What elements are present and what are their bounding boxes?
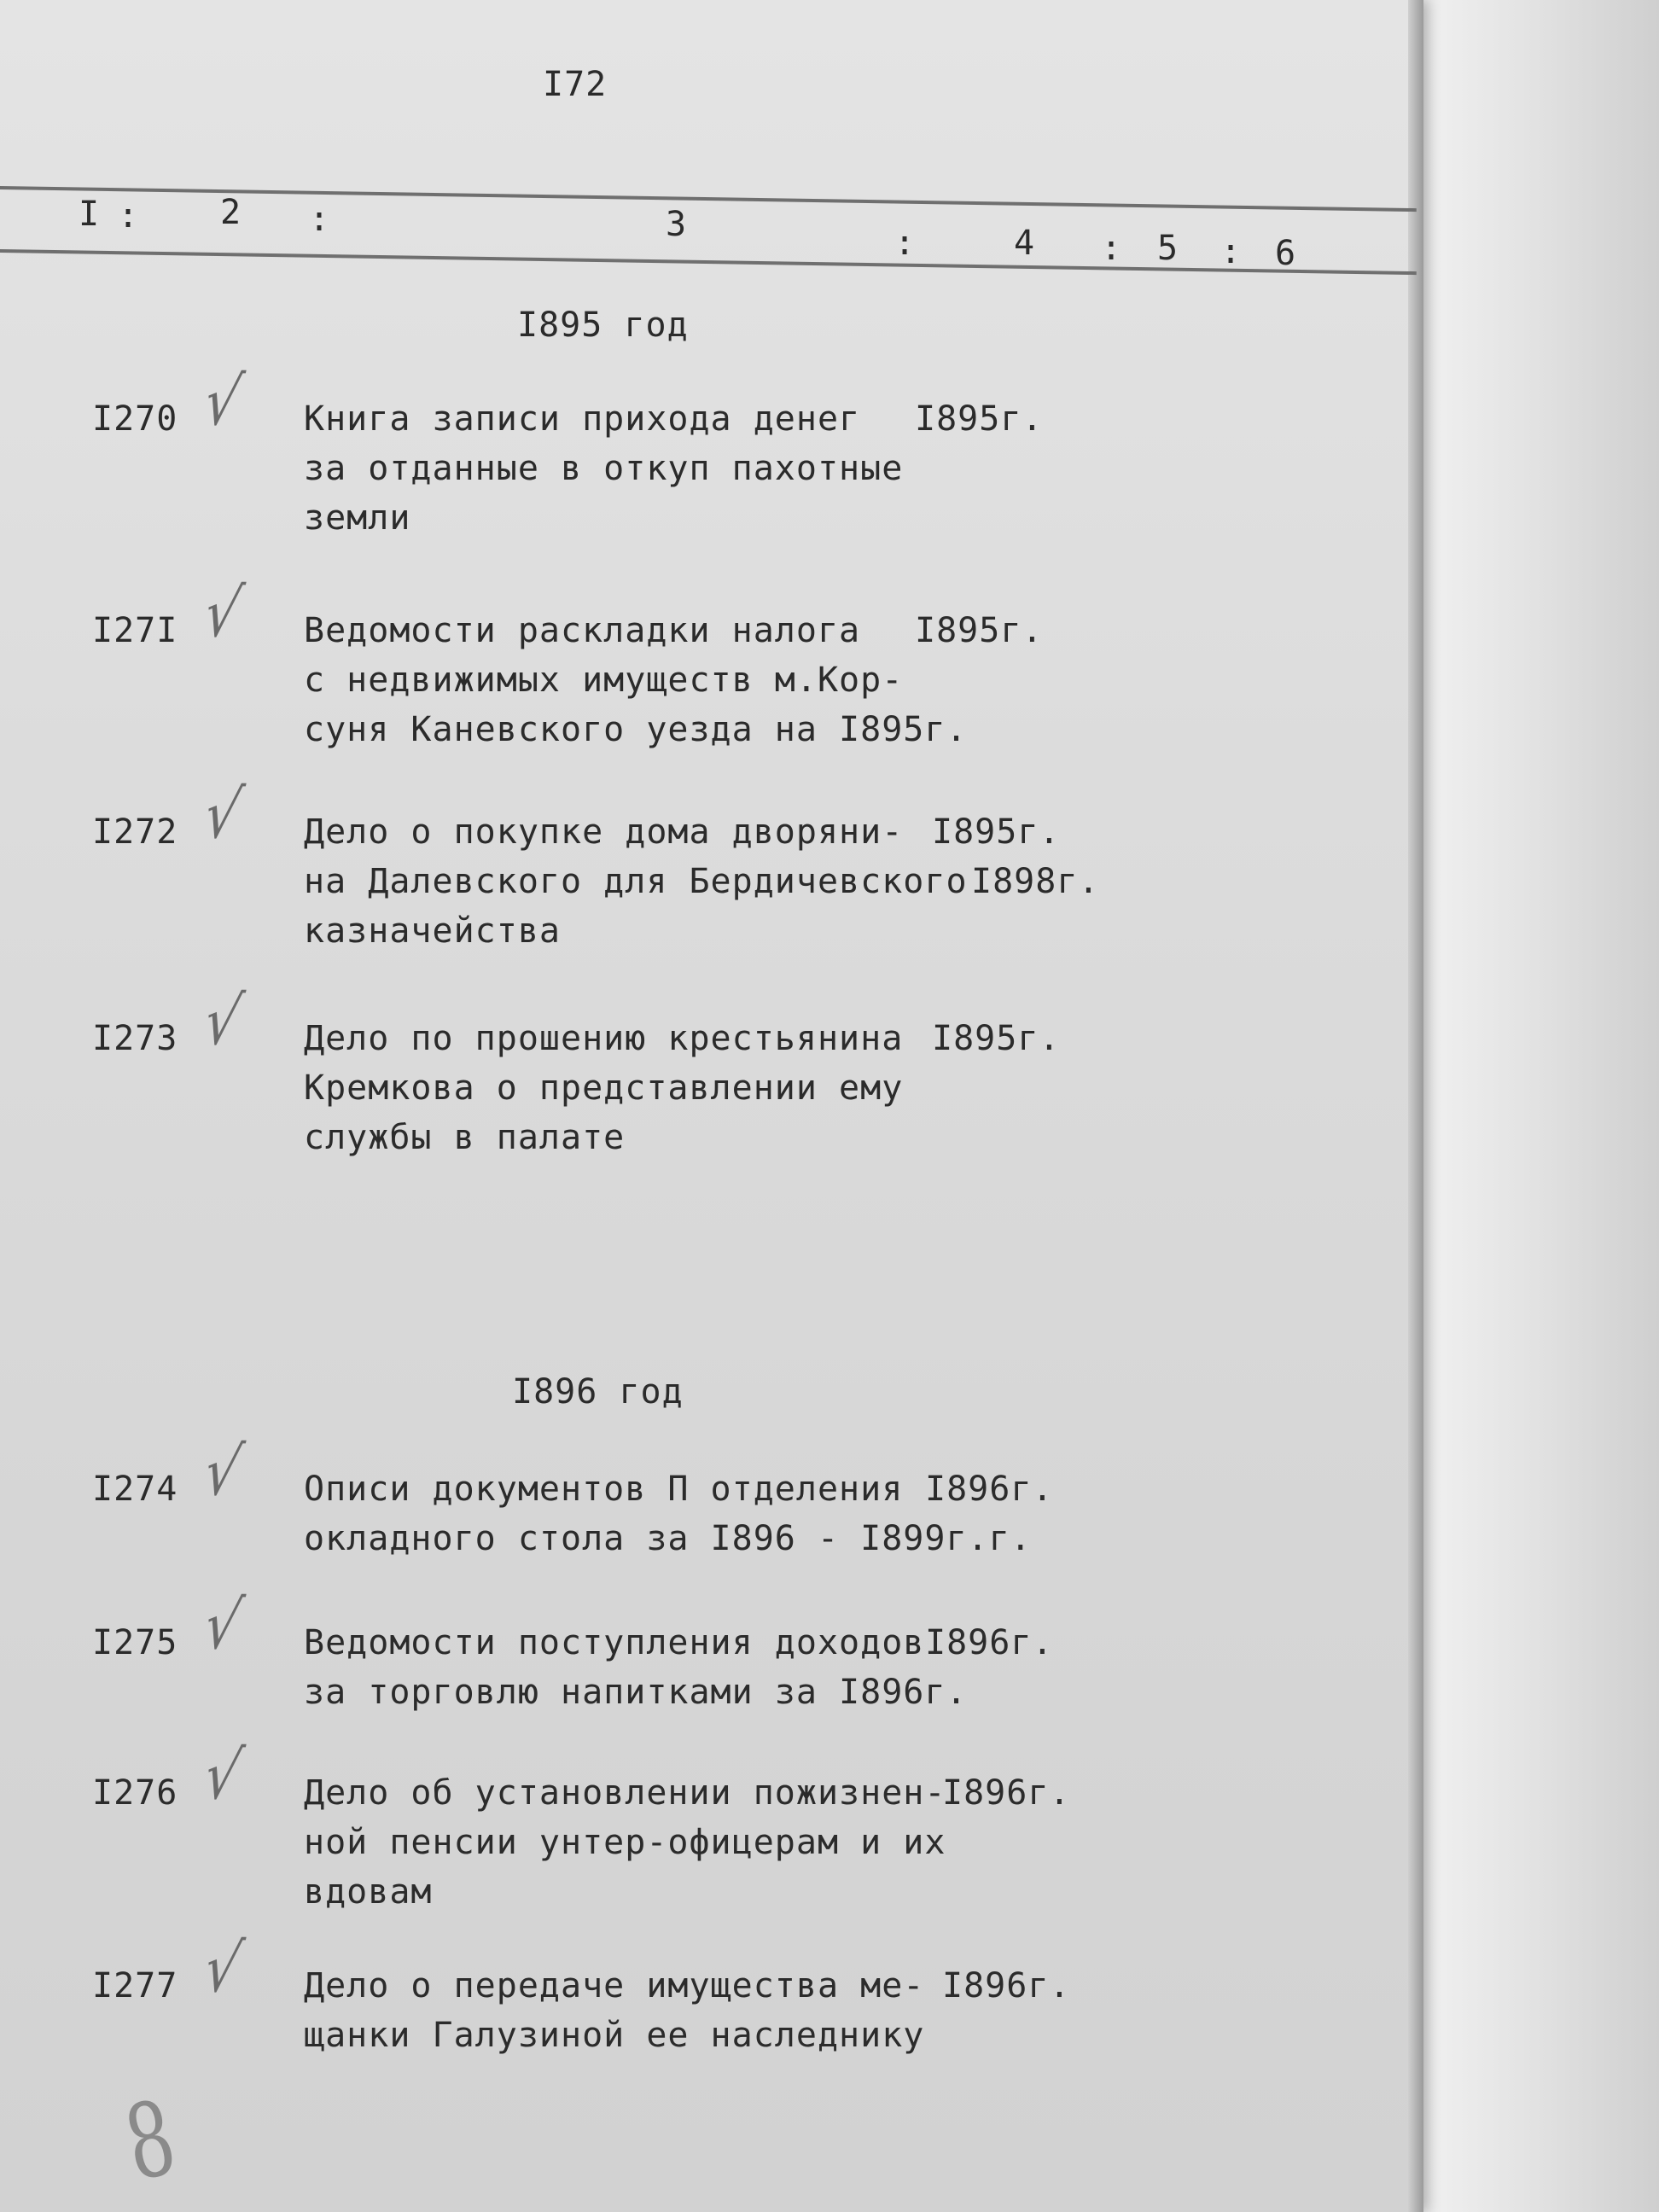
entry-date: I895г. (915, 399, 1044, 439)
year-heading: I895 год (517, 306, 689, 345)
entry-title-line: окладного стола за I896 - I899г.г. (304, 1519, 1032, 1558)
header-column-number: 6 (1275, 234, 1297, 273)
entry-title-line: суня Каневского уезда на I895г. (304, 710, 968, 749)
entry-title-line: вдовам (304, 1872, 433, 1912)
entry-title-line: казначейства (304, 911, 561, 951)
entry-date: I895г. (915, 611, 1044, 650)
year-heading: I896 год (512, 1372, 684, 1412)
header-column-number: 5 (1157, 229, 1179, 268)
header-separator: : (894, 224, 917, 263)
entry-title-line: ной пенсии унтер-офицерам и их (304, 1823, 946, 1862)
check-mark-icon: √ (197, 1434, 248, 1511)
check-mark-icon: √ (197, 1738, 248, 1814)
entry-number: I272 (92, 812, 178, 852)
header-column-number: 2 (220, 193, 242, 232)
entry-title-line: на Далевского для Бердичевского (304, 862, 968, 901)
entry-number: I27I (92, 611, 178, 650)
entry-title-line: за отданные в откуп пахотные (304, 449, 904, 488)
check-mark-icon: √ (197, 777, 248, 853)
entry-date: I895г. (932, 812, 1061, 852)
entry-title-line: Дело по прошению крестьянина (304, 1019, 904, 1058)
entry-title-line: земли (304, 498, 411, 538)
page-edge-shadow (1408, 0, 1423, 2212)
entry-title-line: службы в палате (304, 1118, 626, 1157)
header-separator: : (309, 200, 331, 239)
page-number: I72 (543, 65, 608, 104)
entry-date: I896г. (925, 1623, 1054, 1662)
entry-number: I276 (92, 1773, 178, 1813)
entry-title-line: Дело о передаче имущества ме- (304, 1966, 925, 2005)
entry-number: I275 (92, 1623, 178, 1662)
entry-date: I895г. (932, 1019, 1061, 1058)
entry-number: I277 (92, 1966, 178, 2005)
header-column-number: I (79, 195, 101, 234)
entry-date: I896г. (925, 1470, 1054, 1509)
entry-number: I270 (92, 399, 178, 439)
header-separator: : (118, 196, 140, 236)
check-mark-icon: √ (197, 364, 248, 440)
header-separator: : (1220, 232, 1243, 271)
header-separator: : (1101, 229, 1123, 268)
entry-title-line: щанки Галузиной ее наследнику (304, 2016, 925, 2055)
header-column-number: 4 (1014, 224, 1036, 263)
entry-number: I273 (92, 1019, 178, 1058)
entry-title-line: за торговлю напитками за I896г. (304, 1673, 968, 1712)
check-mark-icon: √ (197, 983, 248, 1060)
entry-number: I274 (92, 1470, 178, 1509)
entry-title-line: Ведомости поступления доходов (304, 1623, 925, 1662)
entry-date: I896г. (942, 1773, 1071, 1813)
entry-title-line: с недвижимых имуществ м.Кор- (304, 661, 904, 700)
entry-title-line: Дело об установлении пожизнен- (304, 1773, 946, 1813)
check-mark-icon: √ (197, 575, 248, 652)
entry-title-line: Ведомости раскладки налога (304, 611, 861, 650)
header-column-number: 3 (666, 205, 688, 244)
entry-title-line: Кремкова о представлении ему (304, 1068, 904, 1108)
entry-date: I896г. (942, 1966, 1071, 2005)
entry-date: I898г. (971, 862, 1100, 901)
check-mark-icon: √ (197, 1930, 248, 2007)
check-mark-icon: √ (197, 1587, 248, 1664)
entry-title-line: Описи документов П отделения (304, 1470, 904, 1509)
entry-title-line: Дело о покупке дома дворяни- (304, 812, 904, 852)
entry-title-line: Книга записи прихода денег (304, 399, 861, 439)
handwritten-page-mark: 8 (115, 2078, 185, 2205)
